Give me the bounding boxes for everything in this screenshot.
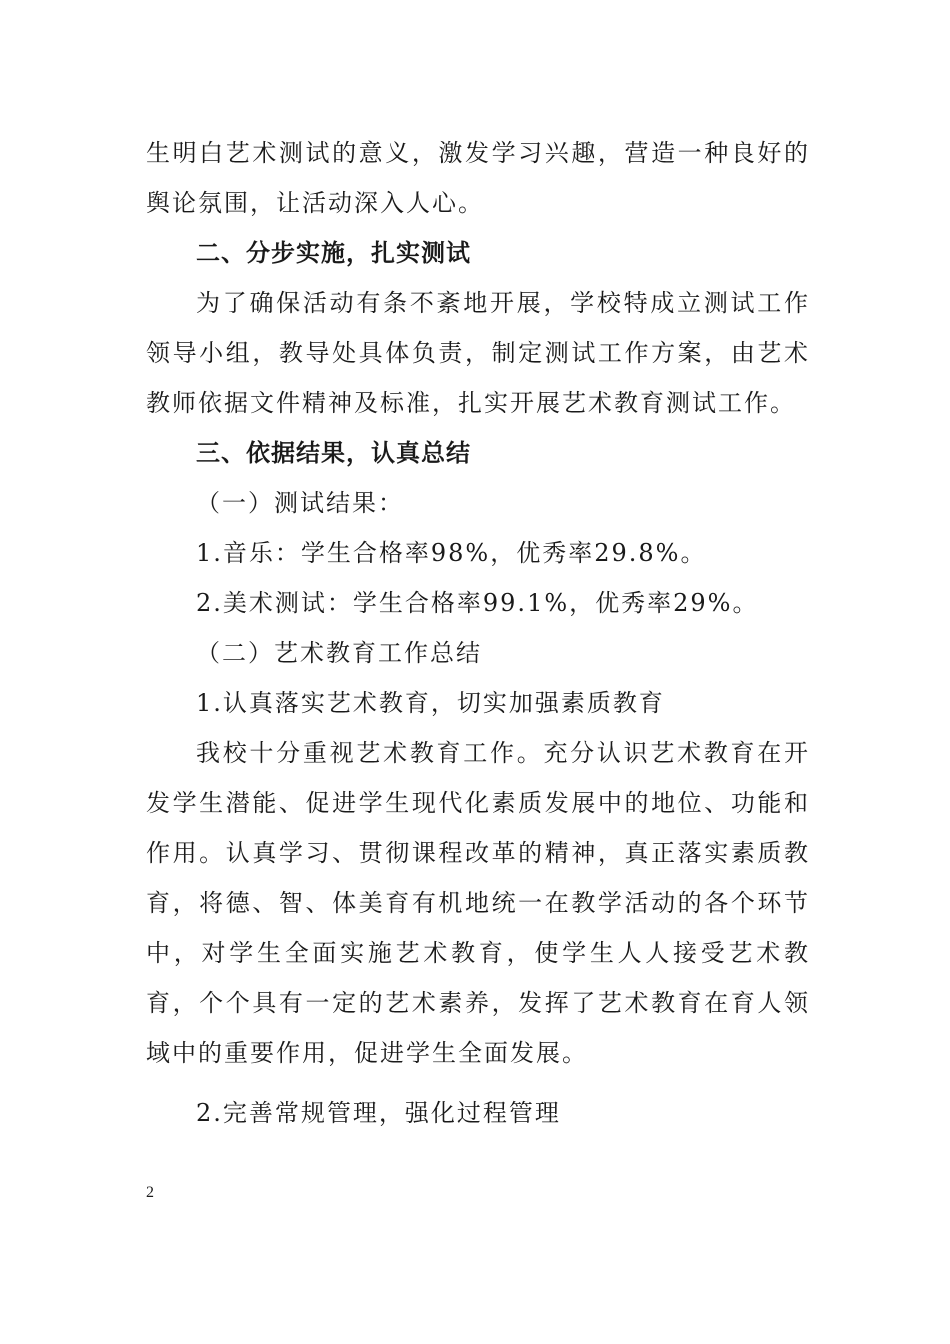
- page-number: 2: [146, 1184, 154, 1201]
- paragraph-art-education: 我校十分重视艺术教育工作。充分认识艺术教育在开发学生潜能、促进学生现代化素质发展中的地位、功能和作用。认真学习、贯彻课程改革的精神，真正落实素质教育，将德、智、体美育有机地统一在教学活动的各个环节中，对学生全面实施艺术教育，使学生人人接受艺术教育，个个具有一定的艺术素养，发挥了艺术教育在育人领域中的重要作用，促进学生全面发展。: [146, 739, 810, 1067]
- subsection-test-results: （一）测试结果：: [196, 489, 404, 517]
- result-art: 2.美术测试：学生合格率99.1%，优秀率29%。: [196, 589, 759, 617]
- section-heading-2: 二、分步实施，扎实测试: [196, 239, 471, 267]
- paragraph-gap: [146, 1078, 810, 1088]
- paragraph-implementation: 为了确保活动有条不紊地开展，学校特成立测试工作领导小组，教导处具体负责，制定测试工作方案，由艺术教师依据文件精神及标准，扎实开展艺术教育测试工作。: [146, 289, 810, 417]
- paragraph-continuation: 生明白艺术测试的意义，激发学习兴趣，营造一种良好的舆论氛围，让活动深入人心。: [146, 139, 810, 217]
- subsection-summary: （二）艺术教育工作总结: [196, 639, 482, 667]
- topic-heading-1: 1.认真落实艺术教育，切实加强素质教育: [196, 689, 665, 717]
- document-body: [146, 128, 810, 1138]
- result-music: 1.音乐：学生合格率98%，优秀率29.8%。: [196, 539, 707, 567]
- section-heading-3: 三、依据结果，认真总结: [196, 439, 471, 467]
- topic-heading-2: 2.完善常规管理，强化过程管理: [196, 1099, 561, 1127]
